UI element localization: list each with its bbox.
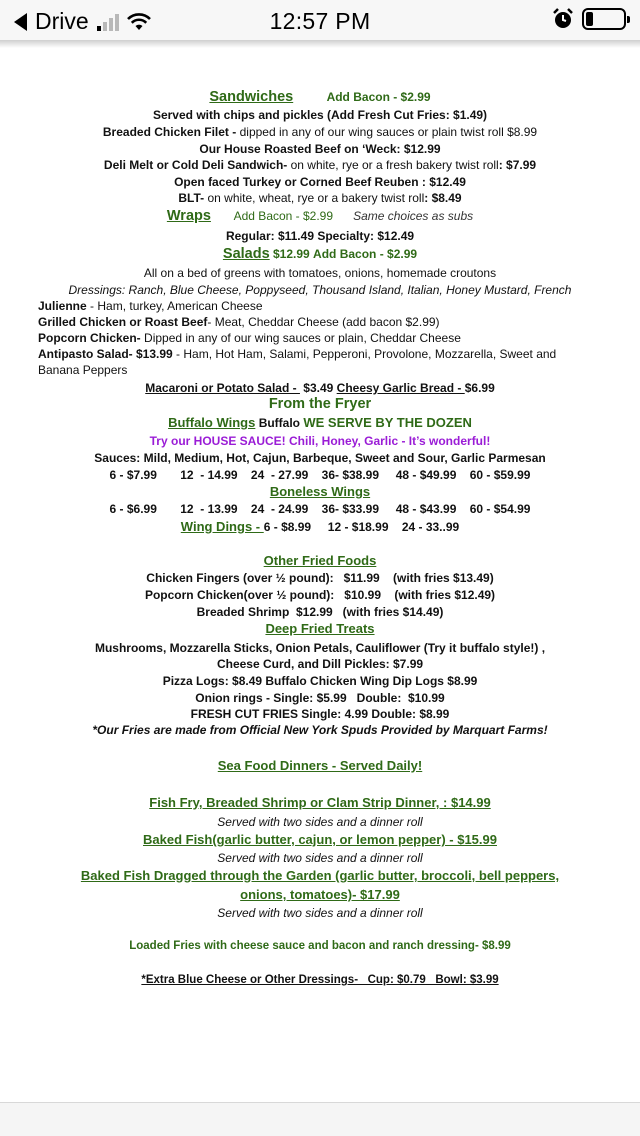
wraps-note: Same choices as subs — [353, 209, 474, 223]
menu-item-name: Julienne — [38, 299, 87, 313]
salads-price: $12.99 — [273, 247, 310, 261]
seafood-served: Served with two sides and a dinner roll — [217, 815, 423, 829]
menu-item-desc: on white, rye or a fresh bakery twist roll — [287, 158, 499, 172]
salads-title: Salads — [222, 246, 270, 262]
salads-add-bacon: Add Bacon - $2.99 — [313, 247, 418, 261]
menu-item — [0, 124, 640, 141]
menu-item — [0, 330, 640, 347]
wraps-heading-row — [0, 208, 640, 225]
sandwiches-add-bacon: Add Bacon - $2.99 — [326, 90, 431, 104]
salads-dressings: Dressings: Ranch, Blue Cheese, Poppyseed, Thousand Island, Italian, Honey Mustard, French — [68, 283, 572, 297]
wing-dings-title: Wing Dings - — [180, 519, 264, 534]
menu-item-desc: - Ham, Hot Ham, Salami, Pepperoni, Provolone, Mozzarella, Sweet and — [172, 347, 557, 361]
salads-heading-row — [0, 246, 640, 263]
antipasto-continuation: Banana Peppers — [38, 363, 128, 377]
garlic-bread-price: $6.99 — [464, 381, 495, 395]
list-item: Onion rings - Single: $5.99 Double: $10.99 — [195, 691, 445, 705]
list-item: Cheese Curd, and Dill Pickles: $7.99 — [216, 657, 424, 671]
list-item: Pizza Logs: $8.49 Buffalo Chicken Wing Dip Logs $8.99 — [162, 674, 478, 688]
garlic-bread-label: Cheesy Garlic Bread - — [336, 381, 465, 395]
fries-note: *Our Fries are made from Official New York Spuds Provided by Marquart Farms! — [92, 723, 548, 737]
wing-dings-prices: 6 - $8.99 12 - $18.99 24 - 33..99 — [263, 520, 460, 534]
list-item: Breaded Shrimp $12.99 (with fries $14.49) — [196, 605, 444, 619]
menu-item-desc: on white, wheat, rye or a bakery twist roll — [204, 191, 425, 205]
salads-intro: All on a bed of greens with tomatoes, onions, homemade croutons — [143, 266, 497, 280]
seafood-item-3-cont: onions, tomatoes)- $17.99 — [240, 887, 400, 902]
menu-item-name: Popcorn Chicken- — [38, 331, 141, 345]
list-item: Mushrooms, Mozzarella Sticks, Onion Petals, Cauliflower (Try it buffalo style!) , — [94, 641, 546, 655]
bottom-toolbar — [0, 1102, 640, 1136]
alarm-icon — [552, 8, 574, 30]
status-bar — [0, 0, 640, 40]
menu-item — [0, 190, 640, 207]
menu-item-desc: - Ham, turkey, American Cheese — [86, 299, 263, 313]
menu-item-desc: dipped in any of our wing sauces or plain twist roll $8.99 — [236, 125, 538, 139]
menu-item-name: Breaded Chicken Filet - — [102, 125, 237, 139]
sides-row — [0, 380, 640, 397]
wing-dings-row — [0, 519, 640, 536]
menu-item: Our House Roasted Beef on ‘Weck: $12.99 — [199, 142, 441, 156]
seafood-item-1: Fish Fry, Breaded Shrimp or Clam Strip Dinner, : $14.99 — [149, 795, 491, 810]
menu-item-name: Grilled Chicken or Roast Beef — [38, 315, 208, 329]
deep-fried-title: Deep Fried Treats — [265, 621, 375, 636]
wings-buffalo: Buffalo — [258, 416, 301, 430]
menu-item: Open faced Turkey or Corned Beef Reuben : $12.49 — [174, 175, 466, 189]
battery-icon — [582, 8, 626, 30]
wings-title: Buffalo Wings — [168, 415, 256, 430]
menu-item — [0, 298, 640, 315]
seafood-served: Served with two sides and a dinner roll — [217, 851, 423, 865]
menu-item-name: Deli Melt or Cold Deli Sandwich- — [103, 158, 288, 172]
fryer-title: From the Fryer — [268, 396, 372, 412]
menu-item — [0, 346, 640, 363]
seafood-served: Served with two sides and a dinner roll — [217, 906, 423, 920]
seafood-item-3: Baked Fish Dragged through the Garden (garlic butter, broccoli, bell peppers, — [80, 868, 560, 883]
other-fried-title: Other Fried Foods — [263, 553, 377, 568]
wraps-prices: Regular: $11.49 Specialty: $12.49 — [225, 229, 415, 243]
wing-prices: 6 - $7.99 12 - 14.99 24 - 27.99 36- $38.99 48 - $49.99 60 - $59.99 — [109, 468, 531, 482]
sandwiches-heading-row — [0, 89, 640, 106]
menu-item-price: : $7.99 — [498, 158, 537, 172]
seafood-item-2: Baked Fish(garlic butter, cajun, or lemon pepper) - $15.99 — [143, 832, 497, 847]
menu-item-name: Antipasto Salad- $13.99 — [38, 347, 173, 361]
mac-salad-price: $3.49 — [299, 381, 337, 395]
house-sauce: Try our HOUSE SAUCE! Chili, Honey, Garlic - It’s wonderful! — [149, 434, 491, 448]
wings-dozen: WE SERVE BY THE DOZEN — [303, 415, 472, 430]
wraps-title: Wraps — [166, 208, 211, 224]
mac-salad-label: Macaroni or Potato Salad - — [145, 381, 300, 395]
menu-item — [0, 314, 640, 331]
menu-item-name: BLT- — [178, 191, 205, 205]
menu-item-price: : $8.49 — [424, 191, 462, 205]
header-shadow — [0, 40, 640, 48]
extra-dressing: *Extra Blue Cheese or Other Dressings- Cup: $0.79 Bowl: $3.99 — [141, 974, 499, 986]
boneless-title: Boneless Wings — [269, 484, 371, 499]
menu-item-desc: Dipped in any of our wing sauces or plain, Cheddar Cheese — [140, 331, 461, 345]
wraps-add-bacon: Add Bacon - $2.99 — [233, 209, 334, 223]
wings-heading-row — [0, 415, 640, 432]
boneless-prices: 6 - $6.99 12 - 13.99 24 - 24.99 36- $33.99 48 - $43.99 60 - $54.99 — [109, 502, 531, 516]
wing-sauces: Sauces: Mild, Medium, Hot, Cajun, Barbeque, Sweet and Sour, Garlic Parmesan — [94, 451, 546, 465]
list-item: Chicken Fingers (over ½ pound): $11.99 (with fries $13.49) — [146, 571, 494, 585]
list-item: Popcorn Chicken(over ½ pound): $10.99 (with fries $12.49) — [144, 588, 496, 602]
menu-item — [0, 157, 640, 174]
seafood-title: Sea Food Dinners - Served Daily! — [217, 758, 423, 773]
list-item: FRESH CUT FRIES Single: 4.99 Double: $8.99 — [190, 707, 450, 721]
sandwiches-title: Sandwiches — [209, 89, 294, 105]
loaded-fries: Loaded Fries with cheese sauce and bacon and ranch dressing- $8.99 — [129, 940, 511, 952]
clock-time: 12:57 PM — [269, 8, 371, 34]
back-label: Drive — [35, 8, 89, 34]
menu-item-desc: - Meat, Cheddar Cheese (add bacon $2.99) — [207, 315, 440, 329]
sandwiches-served-with: Served with chips and pickles (Add Fresh Cut Fries: $1.49) — [152, 108, 488, 122]
